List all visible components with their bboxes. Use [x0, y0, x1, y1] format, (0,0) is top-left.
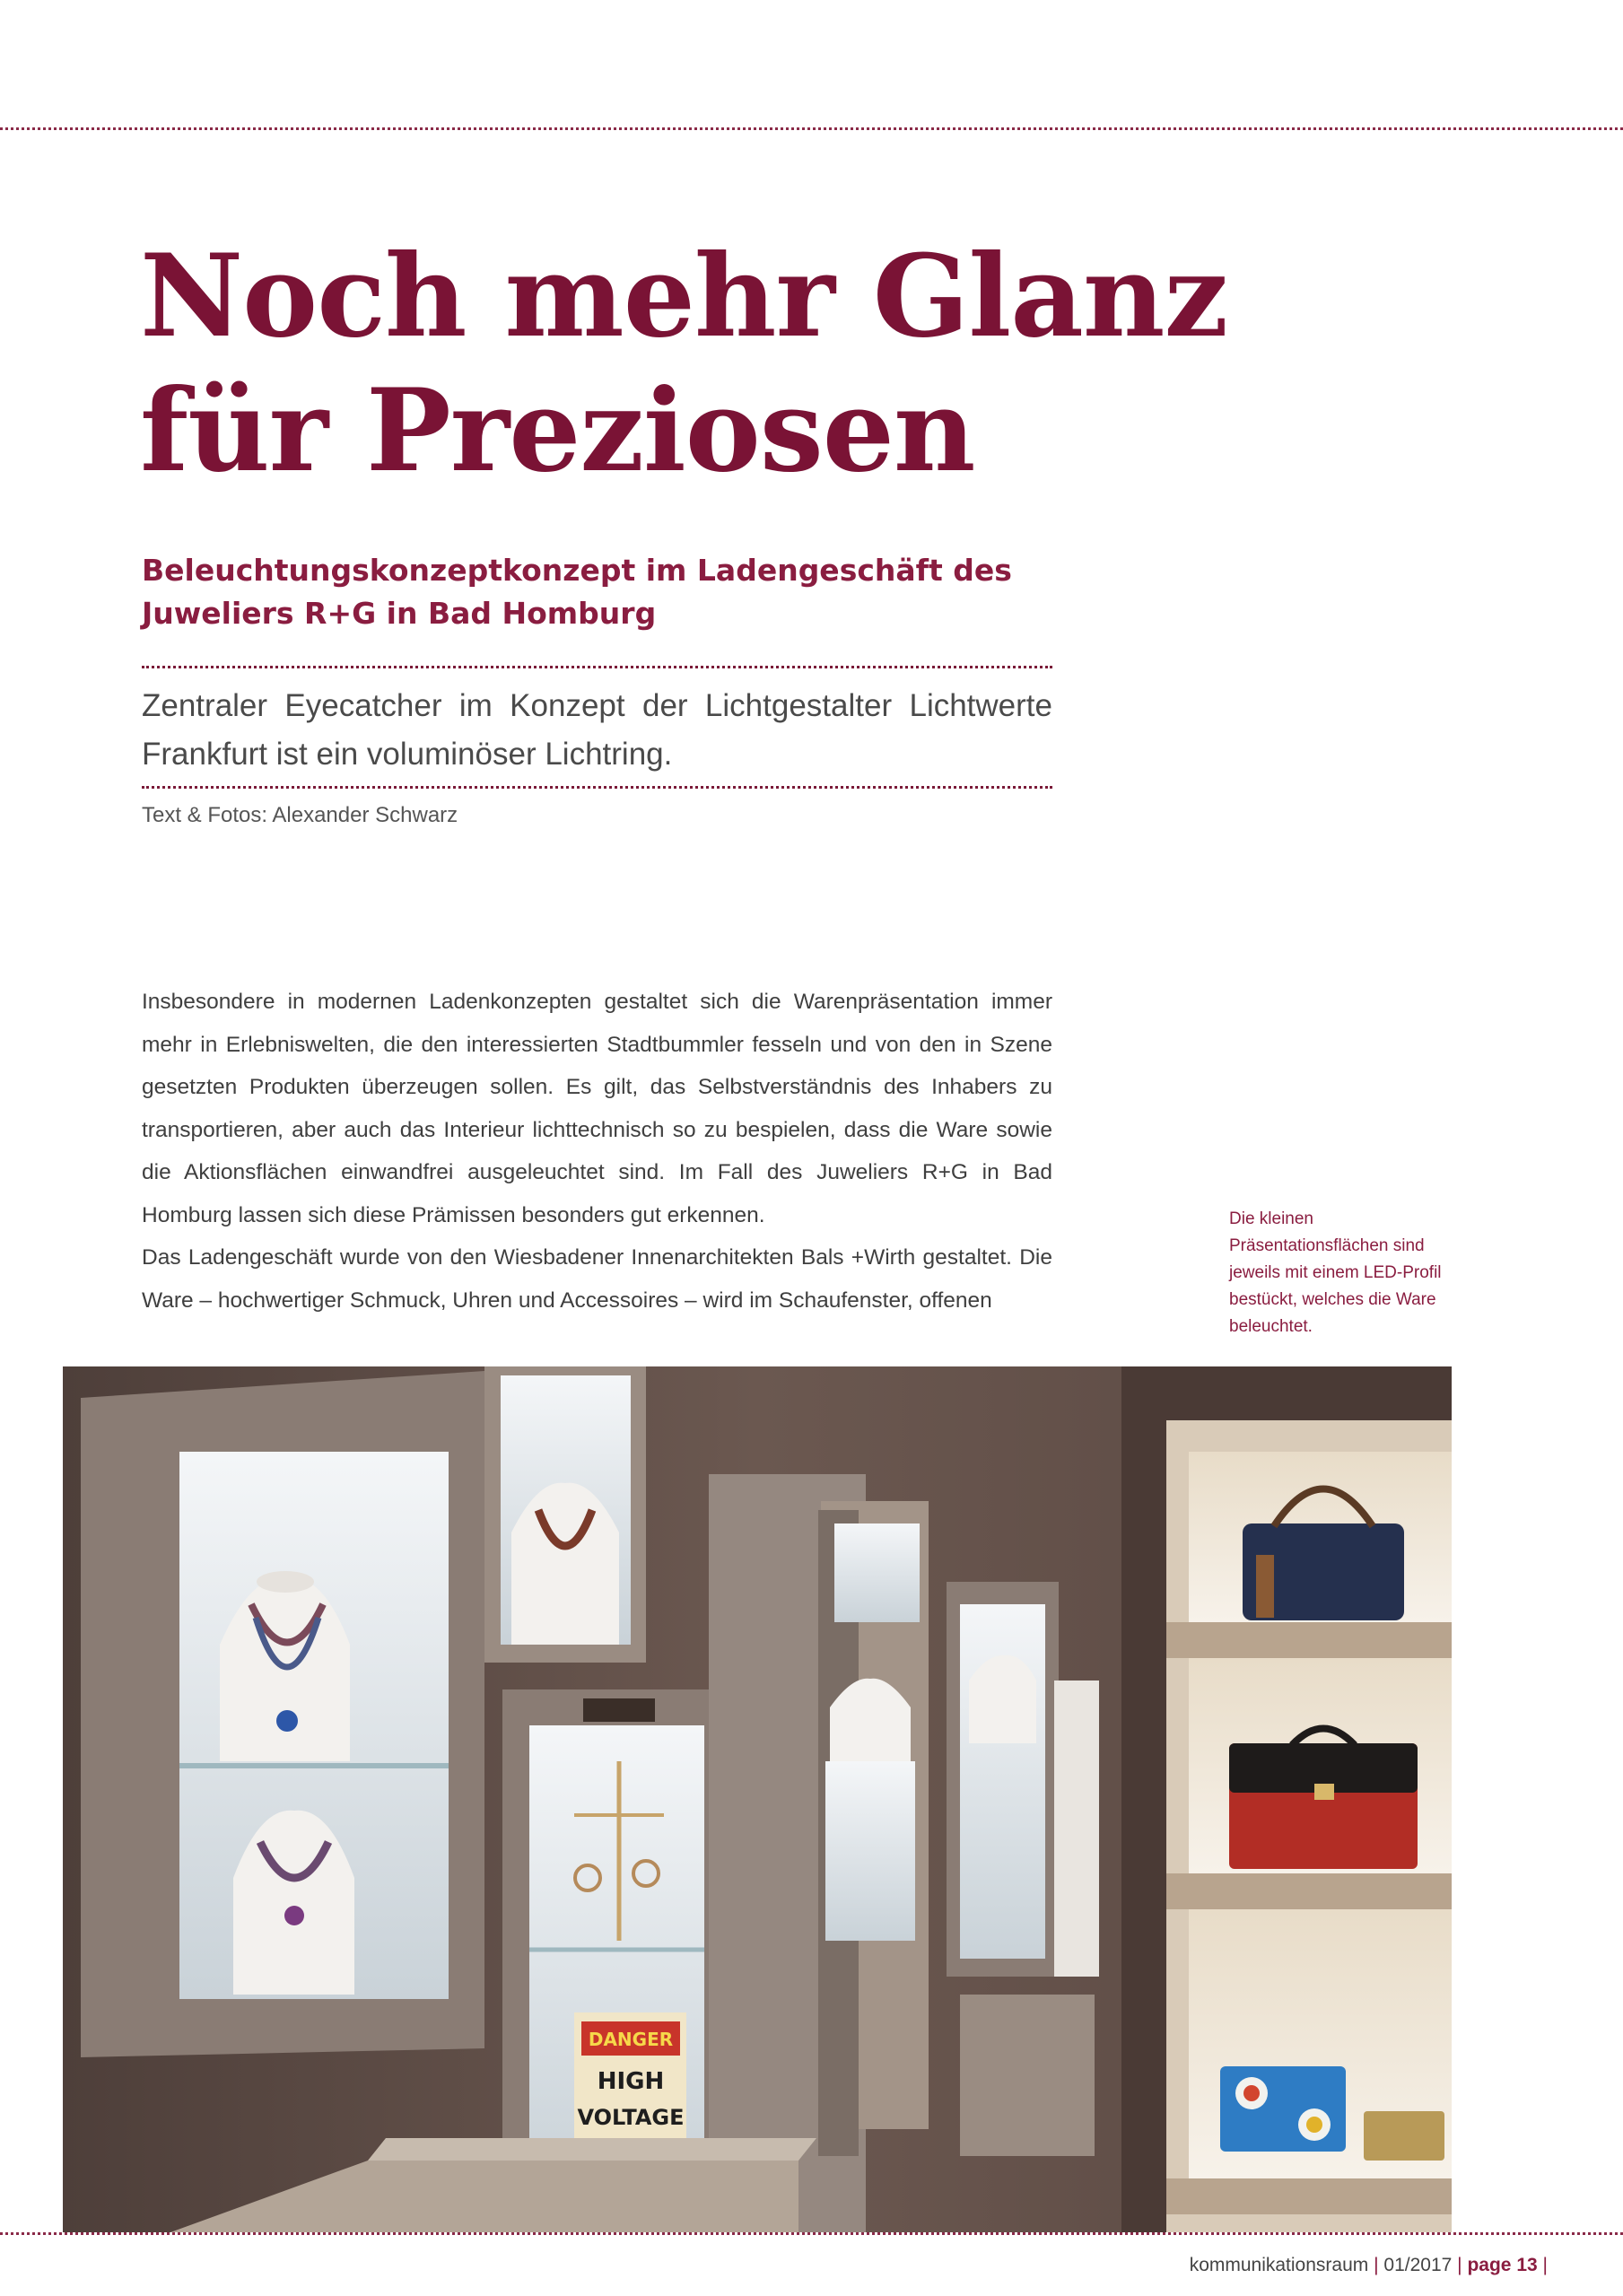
- title-line-1: Noch mehr Glanz: [140, 230, 1228, 362]
- lead-divider-top: [142, 666, 1052, 668]
- lead-divider-bottom: [142, 786, 1052, 789]
- body-paragraph-1: Insbesondere in modernen Ladenkonzepten gestaltet sich die Warenpräsentation immer mehr in Erlebniswelten, die den interessierten Stadtbummler fesseln und von den in Szene gesetzten Produkten überzeugen sollen. Es gilt, das Selbstverständnis des Inhabers zu transportieren, aber auch das Interieur lichttechnisch so zu bespielen, dass die Ware sowie die Aktionsflächen einwandfrei ausgeleuchtet sind. Im Fall des Juweliers R+G in Bad Homburg lassen sich diese Prämissen besonders gut erkennen.: [142, 990, 1052, 1227]
- top-dotted-rule: [0, 127, 1623, 130]
- footer-publication: kommunikationsraum: [1189, 2255, 1369, 2275]
- page-title: [140, 229, 1228, 498]
- byline: Text & Fotos: Alexander Schwarz: [142, 803, 458, 827]
- right-cabinets: [709, 1474, 1099, 2232]
- lead-paragraph: Zentraler Eyecatcher im Konzept der Lichtgestalter Lichtwerte Frankfurt ist ein voluminöser Lichtring.: [142, 688, 1052, 772]
- bottom-dotted-rule: [0, 2232, 1623, 2235]
- left-display-case: [81, 1371, 484, 2057]
- center-niche: [484, 1366, 646, 1663]
- body-text: [142, 981, 1052, 1322]
- footer-issue: 01/2017: [1383, 2255, 1453, 2275]
- footer-separator: |: [1457, 2255, 1468, 2275]
- photo-caption: Die kleinen Präsentationsflächen sind jeweils mit einem LED-Profil bestückt, welches die Ware beleuchtet.: [1229, 1209, 1442, 1336]
- footer-separator: |: [1374, 2255, 1384, 2275]
- body-paragraph-2: Das Ladengeschäft wurde von den Wiesbadener Innenarchitekten Bals +Wirth gestaltet. Die Ware – hochwertiger Schmuck, Uhren und Accessoires – wird im Schaufenster, offenen: [142, 1245, 1052, 1313]
- bag-shelving: [1166, 1420, 1452, 2232]
- footer-page-number: page 13: [1467, 2255, 1538, 2275]
- danger-sign-line-2: HIGH: [597, 2068, 665, 2095]
- subtitle: Beleuchtungskonzeptkonzept im Ladengeschäft des Juweliers R+G in Bad Homburg: [142, 553, 1012, 631]
- page-footer: [1190, 2255, 1548, 2276]
- danger-sign-line-3: VOLTAGE: [577, 2105, 685, 2130]
- footer-separator: |: [1542, 2255, 1548, 2275]
- danger-sign-line-1: DANGER: [588, 2029, 674, 2050]
- shop-interior-photo: [63, 1366, 1452, 2232]
- title-line-2: für Preziosen: [140, 364, 975, 497]
